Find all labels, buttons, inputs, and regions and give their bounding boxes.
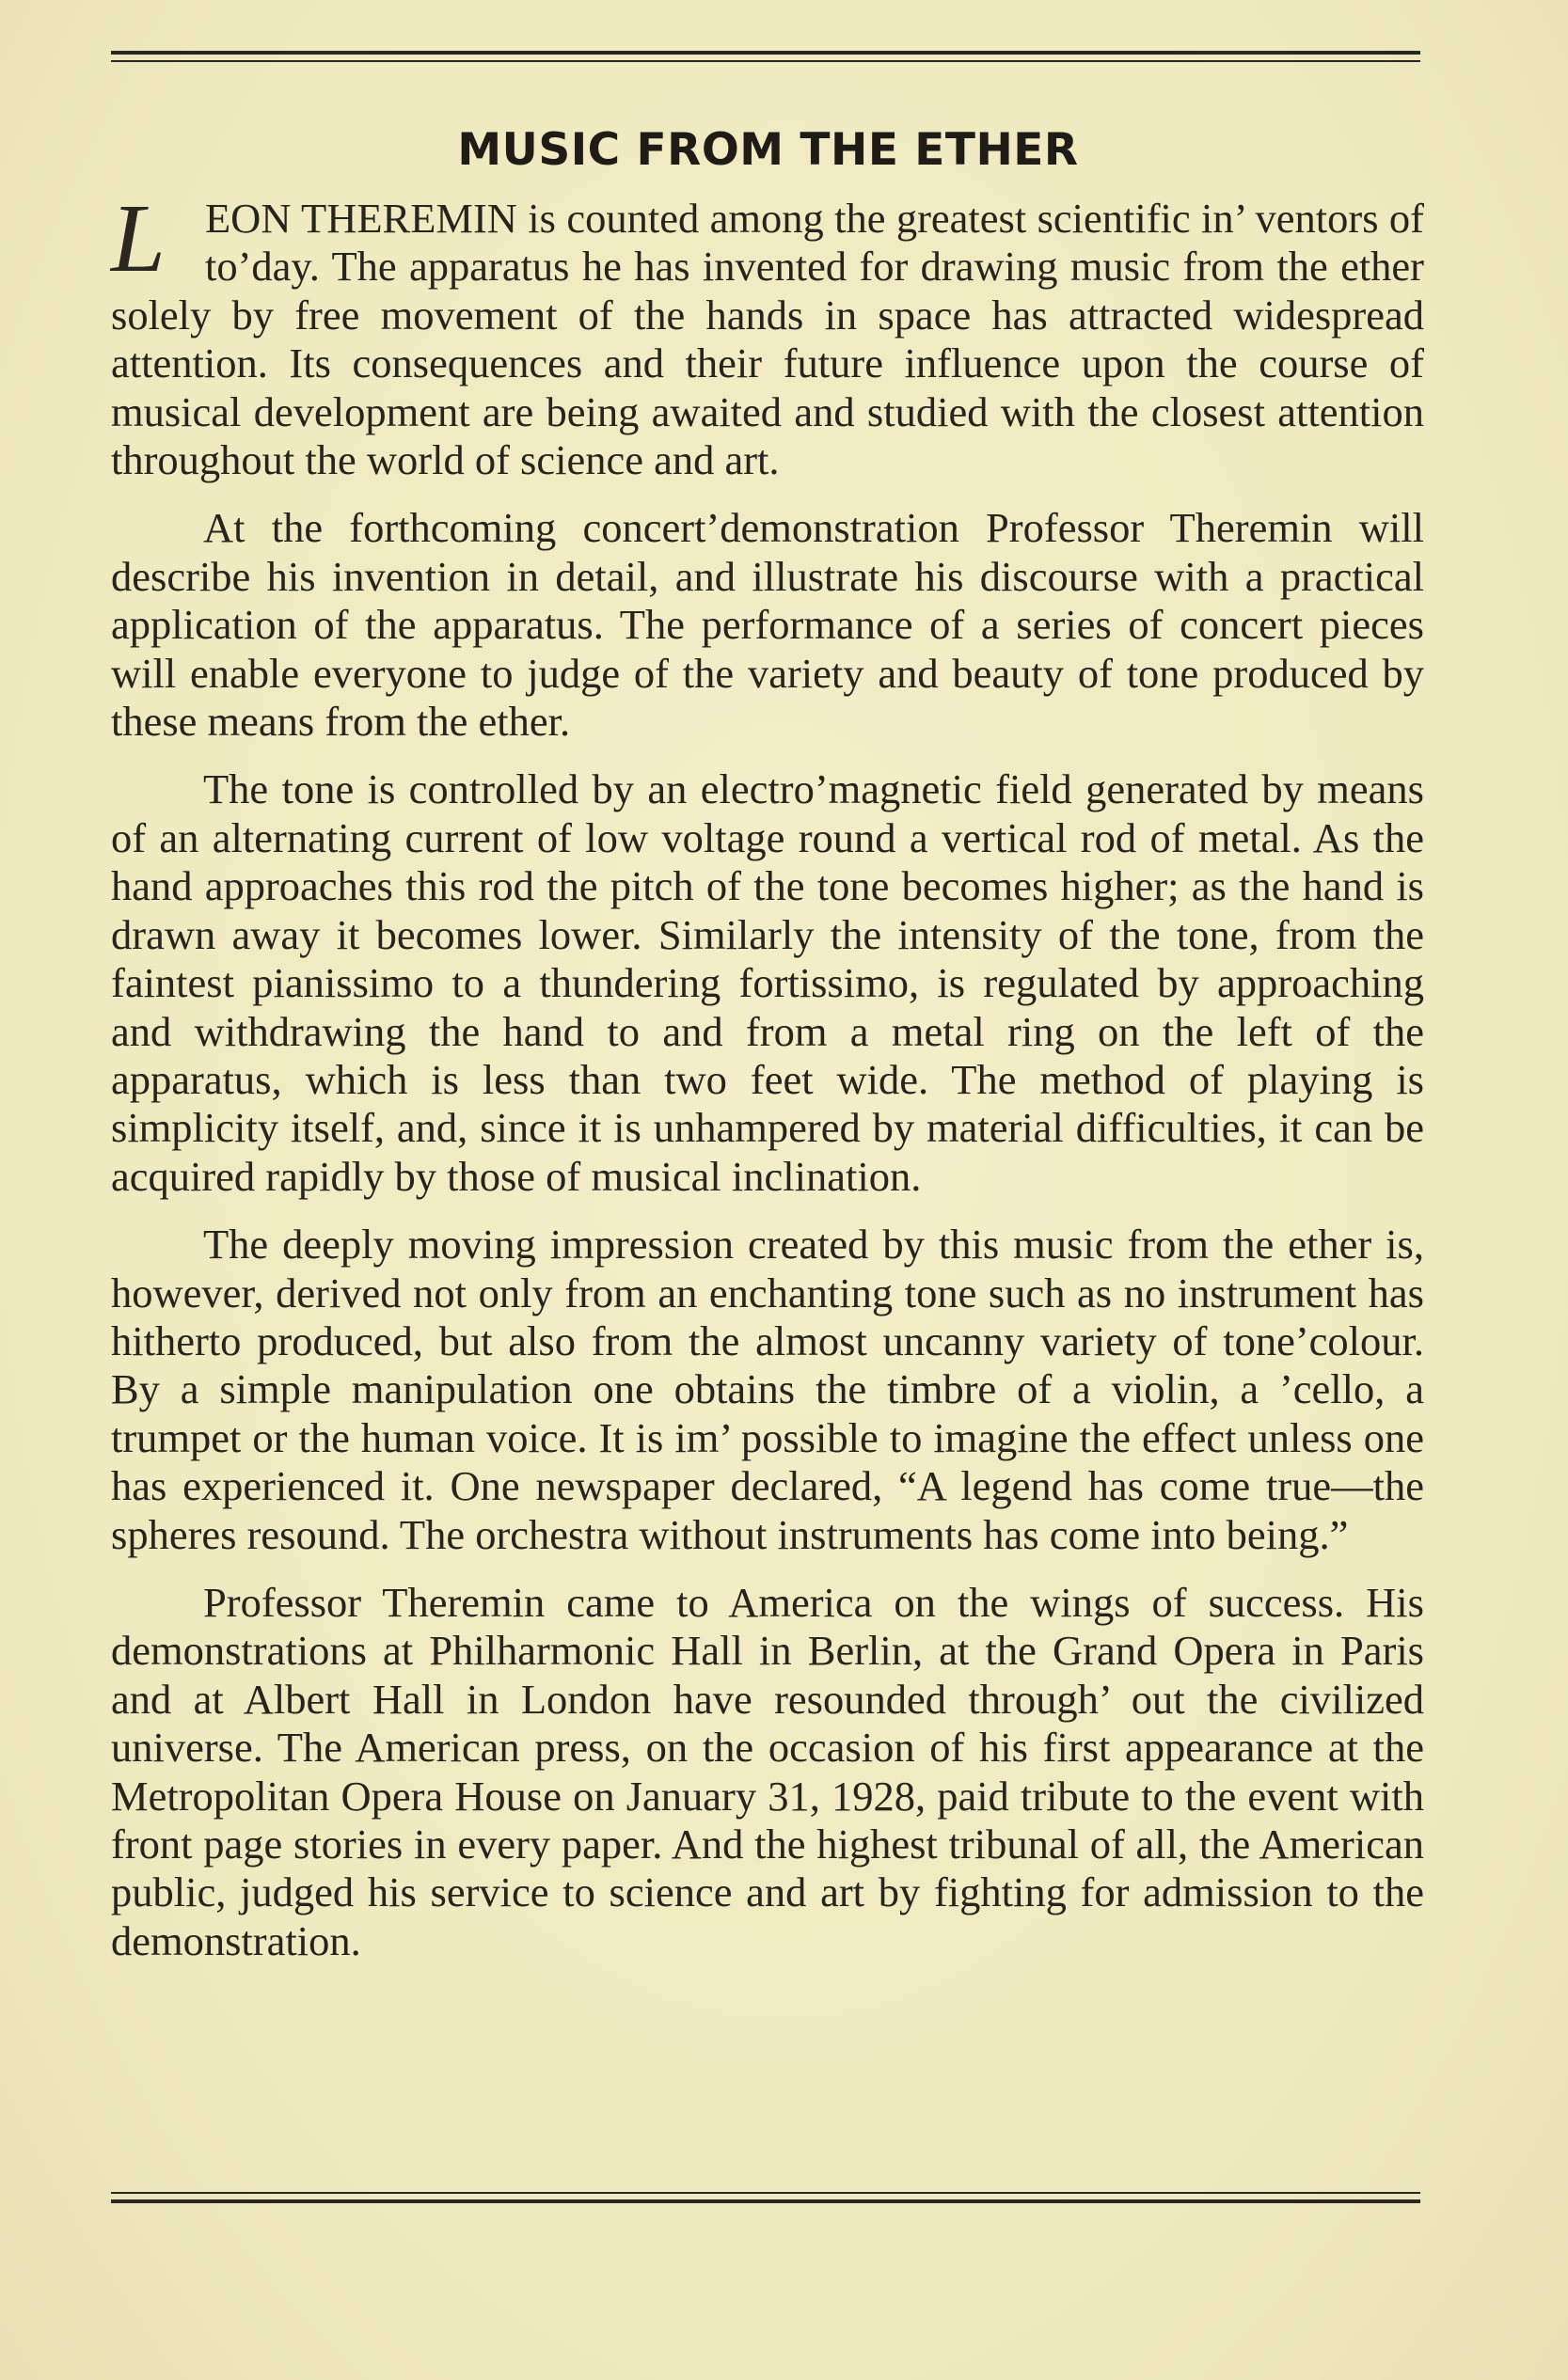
paragraph-1: [111, 184, 1424, 484]
article-body: [111, 184, 1424, 1985]
bottom-rule-thin-line: [111, 2192, 1420, 2194]
paragraph-2: At the forthcoming concert’demonstration Professor Theremin will describe his invention in detail, and illustrate his discourse with a practical application of the apparatus. The performance of a series of concert pieces will enable everyone to judge of the variety and beauty of tone produced by these means from the ether.: [111, 504, 1424, 746]
bottom-double-rule: [111, 2192, 1420, 2203]
drop-cap-letter: L: [111, 184, 166, 292]
page-title: MUSIC FROM THE ETHER: [457, 124, 1079, 176]
bottom-rule-thick-line: [111, 2199, 1420, 2203]
paragraph-5: Professor Theremin came to America on the wings of success. His demonstrations at Philharmonic Hall in Berlin, at the Grand Opera in Paris and at Albert Hall in London have resounded through’ out the civilized universe. The American press, on the occasion of his first appearance at the Metropolitan Opera House on January 31, 1928, paid tribute to the event with front page stories in every paper. And the highest tribunal of all, the American public, judged his service to science and art by fighting for admission to the demonstration.: [111, 1578, 1424, 1964]
top-double-rule: [111, 51, 1420, 62]
top-rule-thin-line: [111, 60, 1420, 62]
paragraph-3: The tone is controlled by an electro’magnetic field generated by means of an alternating current of low voltage round a vertical rod of metal. As the hand approaches this rod the pitch of the tone becomes higher; as the hand is drawn away it becomes lower. Similarly the intensity of the tone, from the faintest pianissimo to a thundering fortissimo, is regulated by approaching and withdrawing the hand to and from a metal ring on the left of the apparatus, which is less than two feet wide. The method of playing is simplicity itself, and, since it is unhampered by material difficulties, it can be acquired rapidly by those of musical inclination.: [111, 765, 1424, 1200]
paragraph-1-text: EON THEREMIN is counted among the greatest scientific in’ ventors of to’day. The apparatus he has invented for drawing music from the ether solely by free movement of the hands in space has attracted widespread attention. Its consequences and their future influence upon the course of musical development are being awaited and studied with the closest attention throughout the world of science and art.: [111, 195, 1424, 484]
top-rule-thick-line: [111, 51, 1420, 55]
paragraph-4: The deeply moving impression created by this music from the ether is, however, derived not only from an enchanting tone such as no instrument has hitherto produced, but also from the almost uncanny variety of tone’colour. By a simple manipulation one obtains the timbre of a violin, a ’cello, a trumpet or the human voice. It is im’ possible to imagine the effect unless one has experienced it. One newspaper declared, “A legend has come true—the spheres resound. The orchestra without instruments has come into being.”: [111, 1221, 1424, 1558]
